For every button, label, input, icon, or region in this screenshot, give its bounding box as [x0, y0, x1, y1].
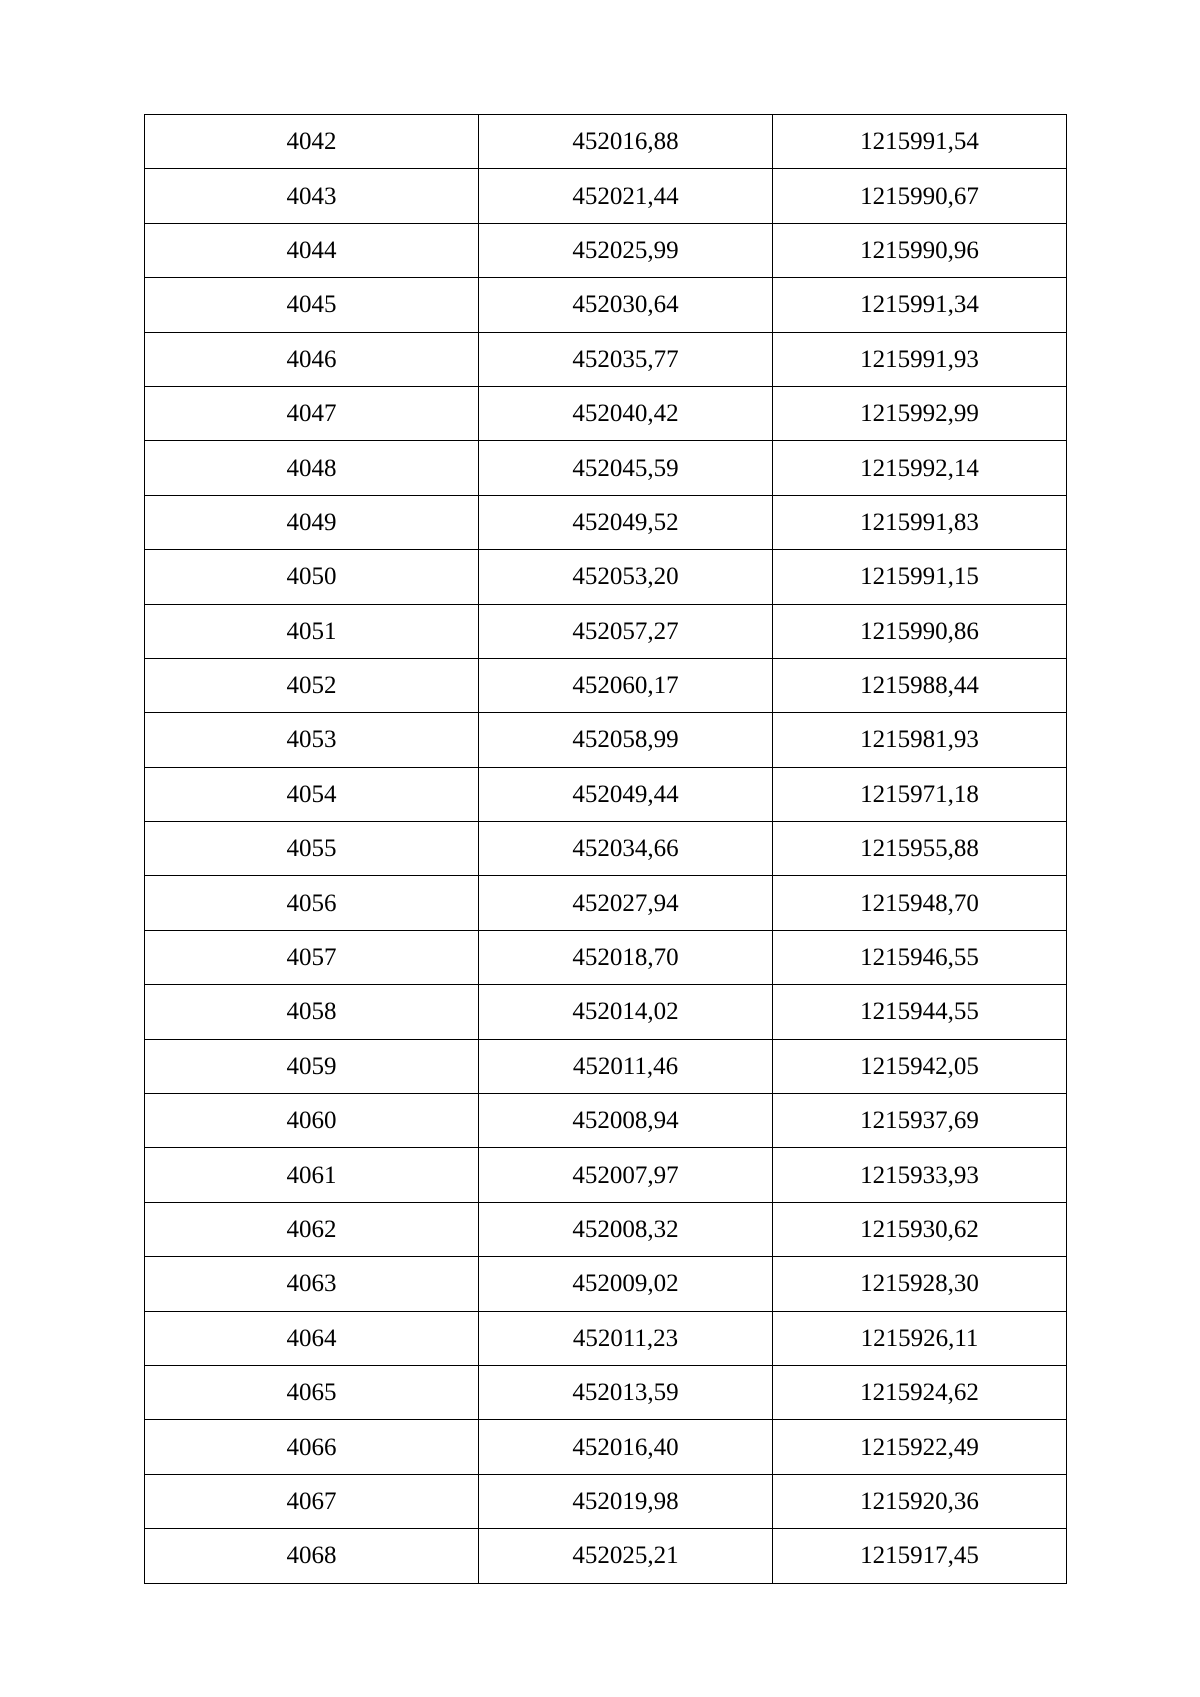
- table-row: [145, 985, 1067, 1039]
- y-coordinate-cell: 1215991,15: [773, 550, 1067, 604]
- y-coordinate-cell: 1215971,18: [773, 767, 1067, 821]
- point-number-cell: 4044: [145, 223, 479, 277]
- table-row: [145, 115, 1067, 169]
- table-row: [145, 495, 1067, 549]
- y-coordinate-cell: 1215948,70: [773, 876, 1067, 930]
- x-coordinate-cell: 452049,44: [479, 767, 773, 821]
- x-coordinate-cell: 452053,20: [479, 550, 773, 604]
- x-coordinate-cell: 452060,17: [479, 658, 773, 712]
- table-row: [145, 1474, 1067, 1528]
- point-number-cell: 4048: [145, 441, 479, 495]
- y-coordinate-cell: 1215920,36: [773, 1474, 1067, 1528]
- table-row: [145, 767, 1067, 821]
- x-coordinate-cell: 452021,44: [479, 169, 773, 223]
- y-coordinate-cell: 1215981,93: [773, 713, 1067, 767]
- coordinates-table: [144, 114, 1067, 1584]
- y-coordinate-cell: 1215992,99: [773, 386, 1067, 440]
- y-coordinate-cell: 1215933,93: [773, 1148, 1067, 1202]
- x-coordinate-cell: 452027,94: [479, 876, 773, 930]
- point-number-cell: 4051: [145, 604, 479, 658]
- table-row: [145, 1420, 1067, 1474]
- y-coordinate-cell: 1215991,93: [773, 332, 1067, 386]
- x-coordinate-cell: 452007,97: [479, 1148, 773, 1202]
- point-number-cell: 4042: [145, 115, 479, 169]
- table-row: [145, 1365, 1067, 1419]
- point-number-cell: 4063: [145, 1257, 479, 1311]
- table-row: [145, 658, 1067, 712]
- x-coordinate-cell: 452008,94: [479, 1094, 773, 1148]
- table-row: [145, 822, 1067, 876]
- x-coordinate-cell: 452008,32: [479, 1202, 773, 1256]
- table-row: [145, 223, 1067, 277]
- point-number-cell: 4057: [145, 930, 479, 984]
- point-number-cell: 4065: [145, 1365, 479, 1419]
- table-row: [145, 1311, 1067, 1365]
- y-coordinate-cell: 1215992,14: [773, 441, 1067, 495]
- coordinates-table-body: [145, 115, 1067, 1584]
- table-row: [145, 1039, 1067, 1093]
- y-coordinate-cell: 1215928,30: [773, 1257, 1067, 1311]
- y-coordinate-cell: 1215942,05: [773, 1039, 1067, 1093]
- y-coordinate-cell: 1215944,55: [773, 985, 1067, 1039]
- y-coordinate-cell: 1215990,67: [773, 169, 1067, 223]
- y-coordinate-cell: 1215990,96: [773, 223, 1067, 277]
- point-number-cell: 4050: [145, 550, 479, 604]
- x-coordinate-cell: 452019,98: [479, 1474, 773, 1528]
- table-row: [145, 386, 1067, 440]
- table-row: [145, 332, 1067, 386]
- point-number-cell: 4066: [145, 1420, 479, 1474]
- table-row: [145, 169, 1067, 223]
- x-coordinate-cell: 452057,27: [479, 604, 773, 658]
- table-row: [145, 278, 1067, 332]
- point-number-cell: 4055: [145, 822, 479, 876]
- x-coordinate-cell: 452025,99: [479, 223, 773, 277]
- x-coordinate-cell: 452058,99: [479, 713, 773, 767]
- y-coordinate-cell: 1215991,83: [773, 495, 1067, 549]
- y-coordinate-cell: 1215937,69: [773, 1094, 1067, 1148]
- y-coordinate-cell: 1215991,54: [773, 115, 1067, 169]
- x-coordinate-cell: 452030,64: [479, 278, 773, 332]
- x-coordinate-cell: 452016,88: [479, 115, 773, 169]
- point-number-cell: 4060: [145, 1094, 479, 1148]
- y-coordinate-cell: 1215955,88: [773, 822, 1067, 876]
- point-number-cell: 4056: [145, 876, 479, 930]
- x-coordinate-cell: 452040,42: [479, 386, 773, 440]
- x-coordinate-cell: 452034,66: [479, 822, 773, 876]
- point-number-cell: 4047: [145, 386, 479, 440]
- y-coordinate-cell: 1215917,45: [773, 1529, 1067, 1583]
- x-coordinate-cell: 452013,59: [479, 1365, 773, 1419]
- point-number-cell: 4043: [145, 169, 479, 223]
- x-coordinate-cell: 452045,59: [479, 441, 773, 495]
- x-coordinate-cell: 452014,02: [479, 985, 773, 1039]
- y-coordinate-cell: 1215946,55: [773, 930, 1067, 984]
- x-coordinate-cell: 452025,21: [479, 1529, 773, 1583]
- table-row: [145, 1529, 1067, 1583]
- point-number-cell: 4062: [145, 1202, 479, 1256]
- point-number-cell: 4058: [145, 985, 479, 1039]
- y-coordinate-cell: 1215990,86: [773, 604, 1067, 658]
- y-coordinate-cell: 1215926,11: [773, 1311, 1067, 1365]
- y-coordinate-cell: 1215991,34: [773, 278, 1067, 332]
- point-number-cell: 4067: [145, 1474, 479, 1528]
- x-coordinate-cell: 452016,40: [479, 1420, 773, 1474]
- table-row: [145, 876, 1067, 930]
- table-row: [145, 713, 1067, 767]
- y-coordinate-cell: 1215924,62: [773, 1365, 1067, 1419]
- x-coordinate-cell: 452018,70: [479, 930, 773, 984]
- point-number-cell: 4061: [145, 1148, 479, 1202]
- point-number-cell: 4045: [145, 278, 479, 332]
- table-row: [145, 930, 1067, 984]
- point-number-cell: 4068: [145, 1529, 479, 1583]
- point-number-cell: 4053: [145, 713, 479, 767]
- table-row: [145, 1094, 1067, 1148]
- x-coordinate-cell: 452049,52: [479, 495, 773, 549]
- table-row: [145, 550, 1067, 604]
- point-number-cell: 4054: [145, 767, 479, 821]
- point-number-cell: 4049: [145, 495, 479, 549]
- table-row: [145, 604, 1067, 658]
- y-coordinate-cell: 1215922,49: [773, 1420, 1067, 1474]
- point-number-cell: 4064: [145, 1311, 479, 1365]
- point-number-cell: 4046: [145, 332, 479, 386]
- table-row: [145, 441, 1067, 495]
- x-coordinate-cell: 452011,23: [479, 1311, 773, 1365]
- point-number-cell: 4059: [145, 1039, 479, 1093]
- x-coordinate-cell: 452035,77: [479, 332, 773, 386]
- x-coordinate-cell: 452009,02: [479, 1257, 773, 1311]
- y-coordinate-cell: 1215988,44: [773, 658, 1067, 712]
- x-coordinate-cell: 452011,46: [479, 1039, 773, 1093]
- y-coordinate-cell: 1215930,62: [773, 1202, 1067, 1256]
- table-row: [145, 1202, 1067, 1256]
- table-row: [145, 1257, 1067, 1311]
- point-number-cell: 4052: [145, 658, 479, 712]
- table-row: [145, 1148, 1067, 1202]
